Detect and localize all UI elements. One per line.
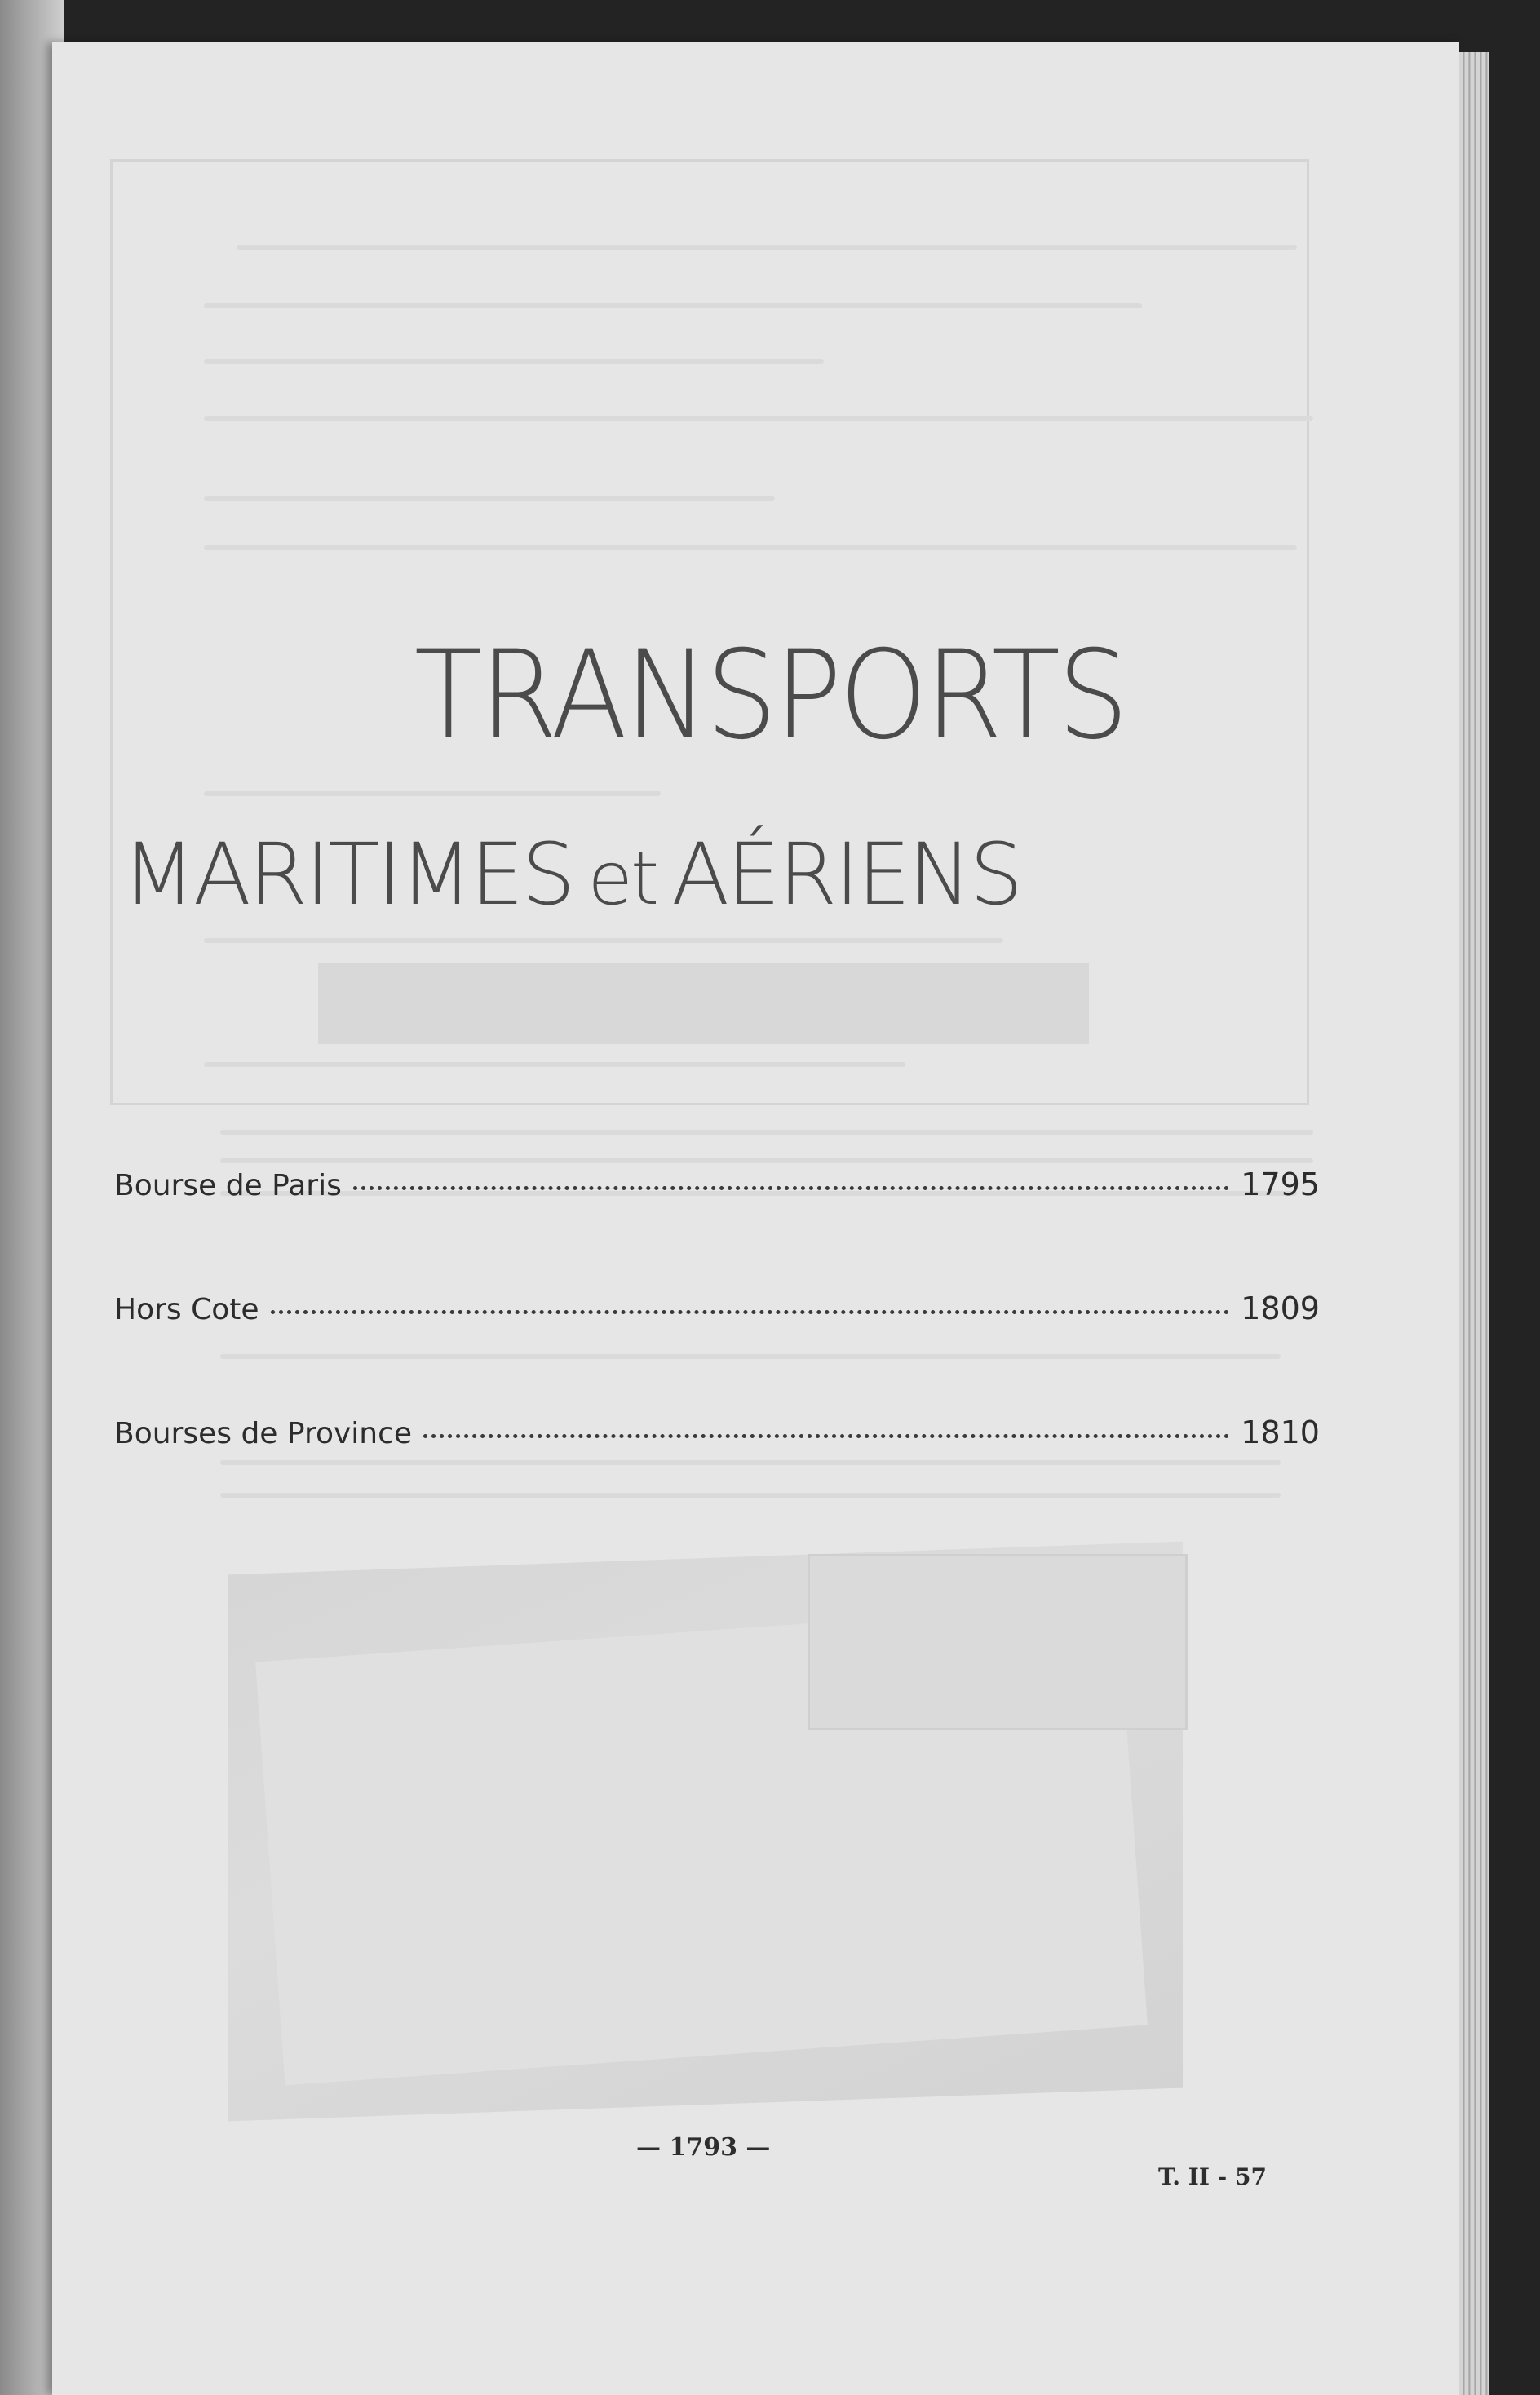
bleed-through-line (204, 496, 775, 501)
section-subtitle (122, 825, 1297, 924)
toc-leader-dots (353, 1186, 1229, 1190)
toc-entry-label: Bourses de Province (114, 1417, 413, 1450)
bleed-through-line (220, 1130, 1313, 1135)
bleed-through-banner (318, 963, 1089, 1044)
toc-entry (114, 1414, 1320, 1463)
toc-leader-dots (423, 1434, 1229, 1438)
toc-leader-dots (271, 1310, 1230, 1314)
section-title: TRANSPORTS (414, 625, 1126, 767)
subtitle-conjunction: et (587, 836, 657, 922)
toc-entry-label: Bourse de Paris (114, 1169, 342, 1202)
bleed-through-line (204, 938, 1003, 943)
subtitle-part-maritimes: MARITIMES (122, 825, 573, 924)
bleed-through-line (204, 416, 1313, 421)
toc-entry-label: Hors Cote (114, 1293, 259, 1326)
bleed-through-line (220, 1354, 1281, 1359)
toc-entry (114, 1290, 1320, 1339)
bleed-through-line (220, 1158, 1313, 1163)
page-stack-edge (1459, 52, 1489, 2395)
bleed-through-line (204, 791, 661, 796)
bleed-through-line (204, 359, 824, 364)
bleed-through-line (220, 1493, 1281, 1498)
bleed-through-card (808, 1554, 1188, 1730)
toc-entry-page: 1795 (1241, 1167, 1320, 1202)
bleed-through-line (237, 245, 1297, 250)
page-number: — 1793 — (636, 2133, 771, 2162)
toc-entry (114, 1167, 1320, 1215)
subtitle-part-aeriens: AÉRIENS (671, 825, 1021, 924)
volume-signature: T. II - 57 (1158, 2163, 1267, 2190)
bleed-through-line (204, 1062, 905, 1067)
toc-entry-page: 1809 (1241, 1290, 1320, 1326)
toc-entry-page: 1810 (1241, 1414, 1320, 1450)
bleed-through-line (204, 545, 1297, 550)
bleed-through-line (204, 303, 1142, 308)
